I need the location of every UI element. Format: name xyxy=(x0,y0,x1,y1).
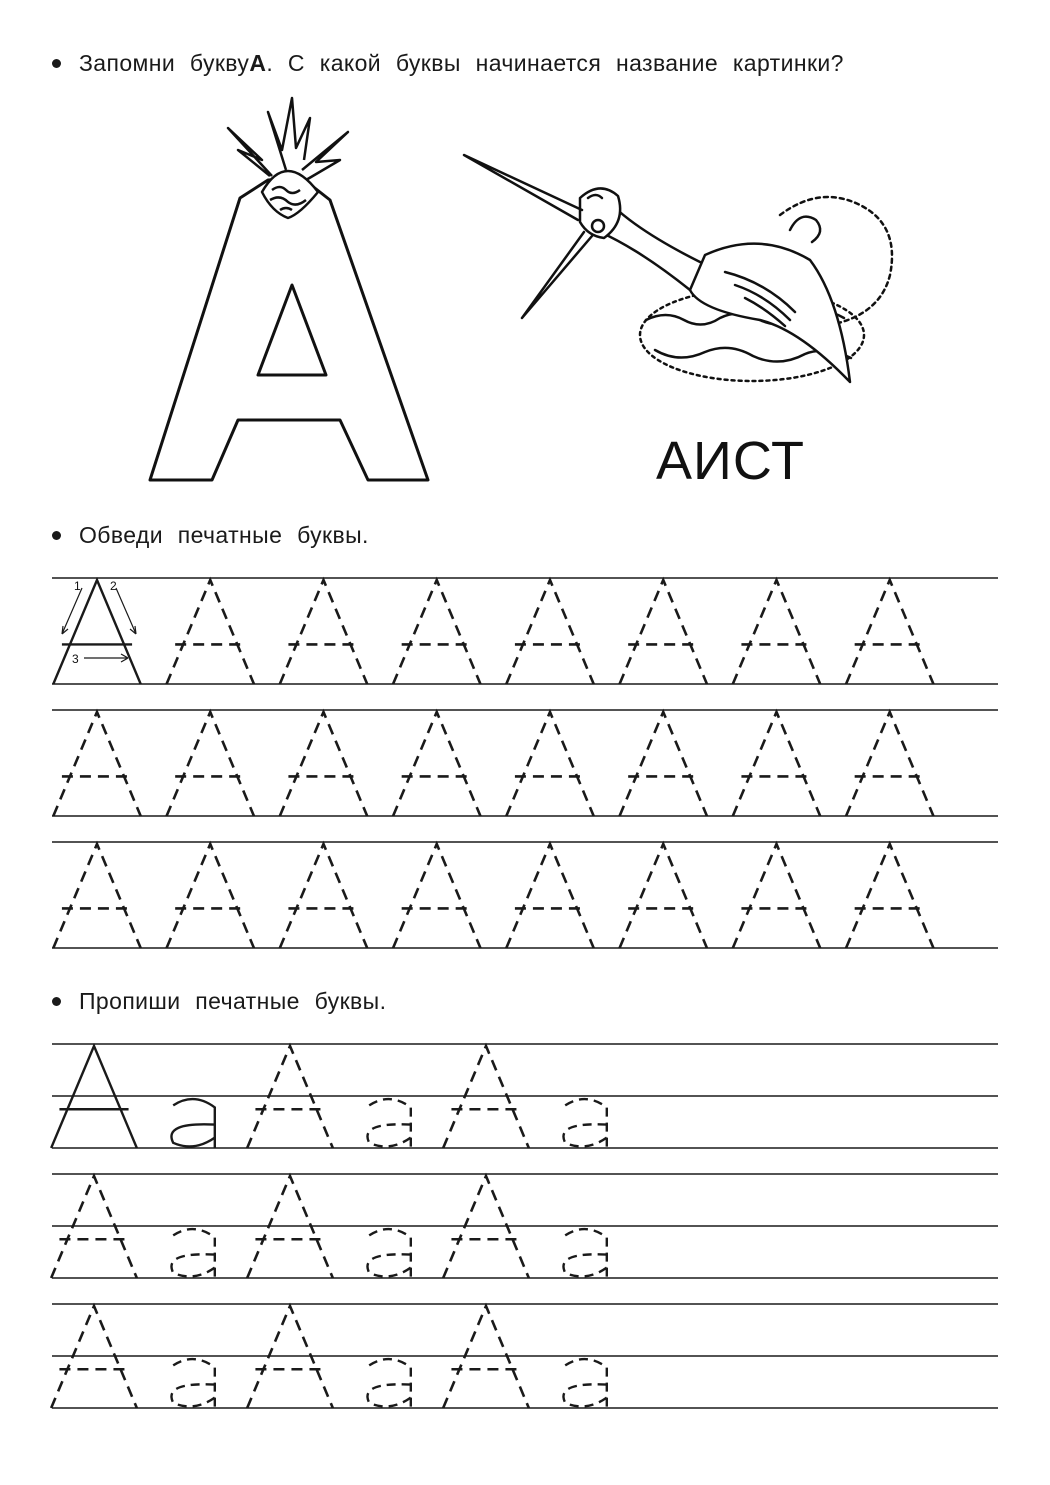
trace-capital-a xyxy=(443,1046,529,1148)
instruction-trace-letters xyxy=(52,522,369,549)
illustration-area xyxy=(0,0,1050,500)
trace-letter-a xyxy=(53,712,140,816)
instruction-write-letters xyxy=(52,988,386,1015)
instruction-text: Пропиши печатные буквы. xyxy=(79,988,387,1014)
trace-letter-a xyxy=(733,844,820,948)
trace-small-a xyxy=(367,1099,410,1148)
trace-capital-a xyxy=(443,1176,529,1278)
trace-letter-a xyxy=(506,712,593,816)
bullet-icon xyxy=(52,997,61,1006)
trace-letter-a xyxy=(280,844,367,948)
trace-letter-a xyxy=(620,580,707,684)
stroke-number-1: 1 xyxy=(74,579,81,593)
trace-letter-a xyxy=(393,844,480,948)
example-letter-a xyxy=(53,580,140,684)
trace-letter-a xyxy=(280,580,367,684)
stork-icon xyxy=(464,155,892,382)
trace-capital-a xyxy=(443,1306,529,1408)
stroke-number-2: 2 xyxy=(110,579,117,593)
instruction-text: Обведи печатные буквы. xyxy=(79,522,369,548)
instruction-text-part: . С какой буквы начинается название картинки? xyxy=(266,50,844,76)
trace-capital-a xyxy=(247,1176,333,1278)
trace-letter-a xyxy=(280,712,367,816)
trace-small-a xyxy=(171,1359,214,1408)
big-letter-a-icon xyxy=(150,178,428,480)
trace-letter-a xyxy=(506,580,593,684)
trace-letter-a xyxy=(393,712,480,816)
trace-letter-a xyxy=(53,844,140,948)
trace-small-a xyxy=(563,1099,606,1148)
instruction-highlight-letter: А xyxy=(249,50,267,76)
trace-letter-a xyxy=(620,712,707,816)
trace-letter-a xyxy=(167,712,254,816)
trace-letter-a xyxy=(167,580,254,684)
trace-letter-a xyxy=(846,712,933,816)
picture-caption: АИСТ xyxy=(656,431,806,491)
writing-grid xyxy=(0,1030,1050,1430)
trace-capital-a xyxy=(247,1306,333,1408)
trace-letter-a xyxy=(733,712,820,816)
trace-letter-a xyxy=(506,844,593,948)
example-capital-a xyxy=(51,1046,137,1148)
trace-small-a xyxy=(367,1229,410,1278)
trace-letter-a xyxy=(620,844,707,948)
example-small-a xyxy=(171,1099,214,1148)
stroke-arrows-icon xyxy=(62,588,136,662)
trace-capital-a xyxy=(247,1046,333,1148)
tracing-grid xyxy=(0,560,1050,960)
trace-capital-a xyxy=(51,1306,137,1408)
trace-letter-a xyxy=(393,580,480,684)
stroke-number-3: 3 xyxy=(72,652,79,666)
trace-small-a xyxy=(171,1229,214,1278)
trace-capital-a xyxy=(51,1176,137,1278)
trace-letter-a xyxy=(846,580,933,684)
trace-letter-a xyxy=(733,580,820,684)
trace-small-a xyxy=(563,1359,606,1408)
bullet-icon xyxy=(52,531,61,540)
trace-small-a xyxy=(563,1229,606,1278)
trace-letter-a xyxy=(846,844,933,948)
trace-small-a xyxy=(367,1359,410,1408)
trace-letter-a xyxy=(167,844,254,948)
instruction-text-part: Запомни букву xyxy=(79,50,250,76)
